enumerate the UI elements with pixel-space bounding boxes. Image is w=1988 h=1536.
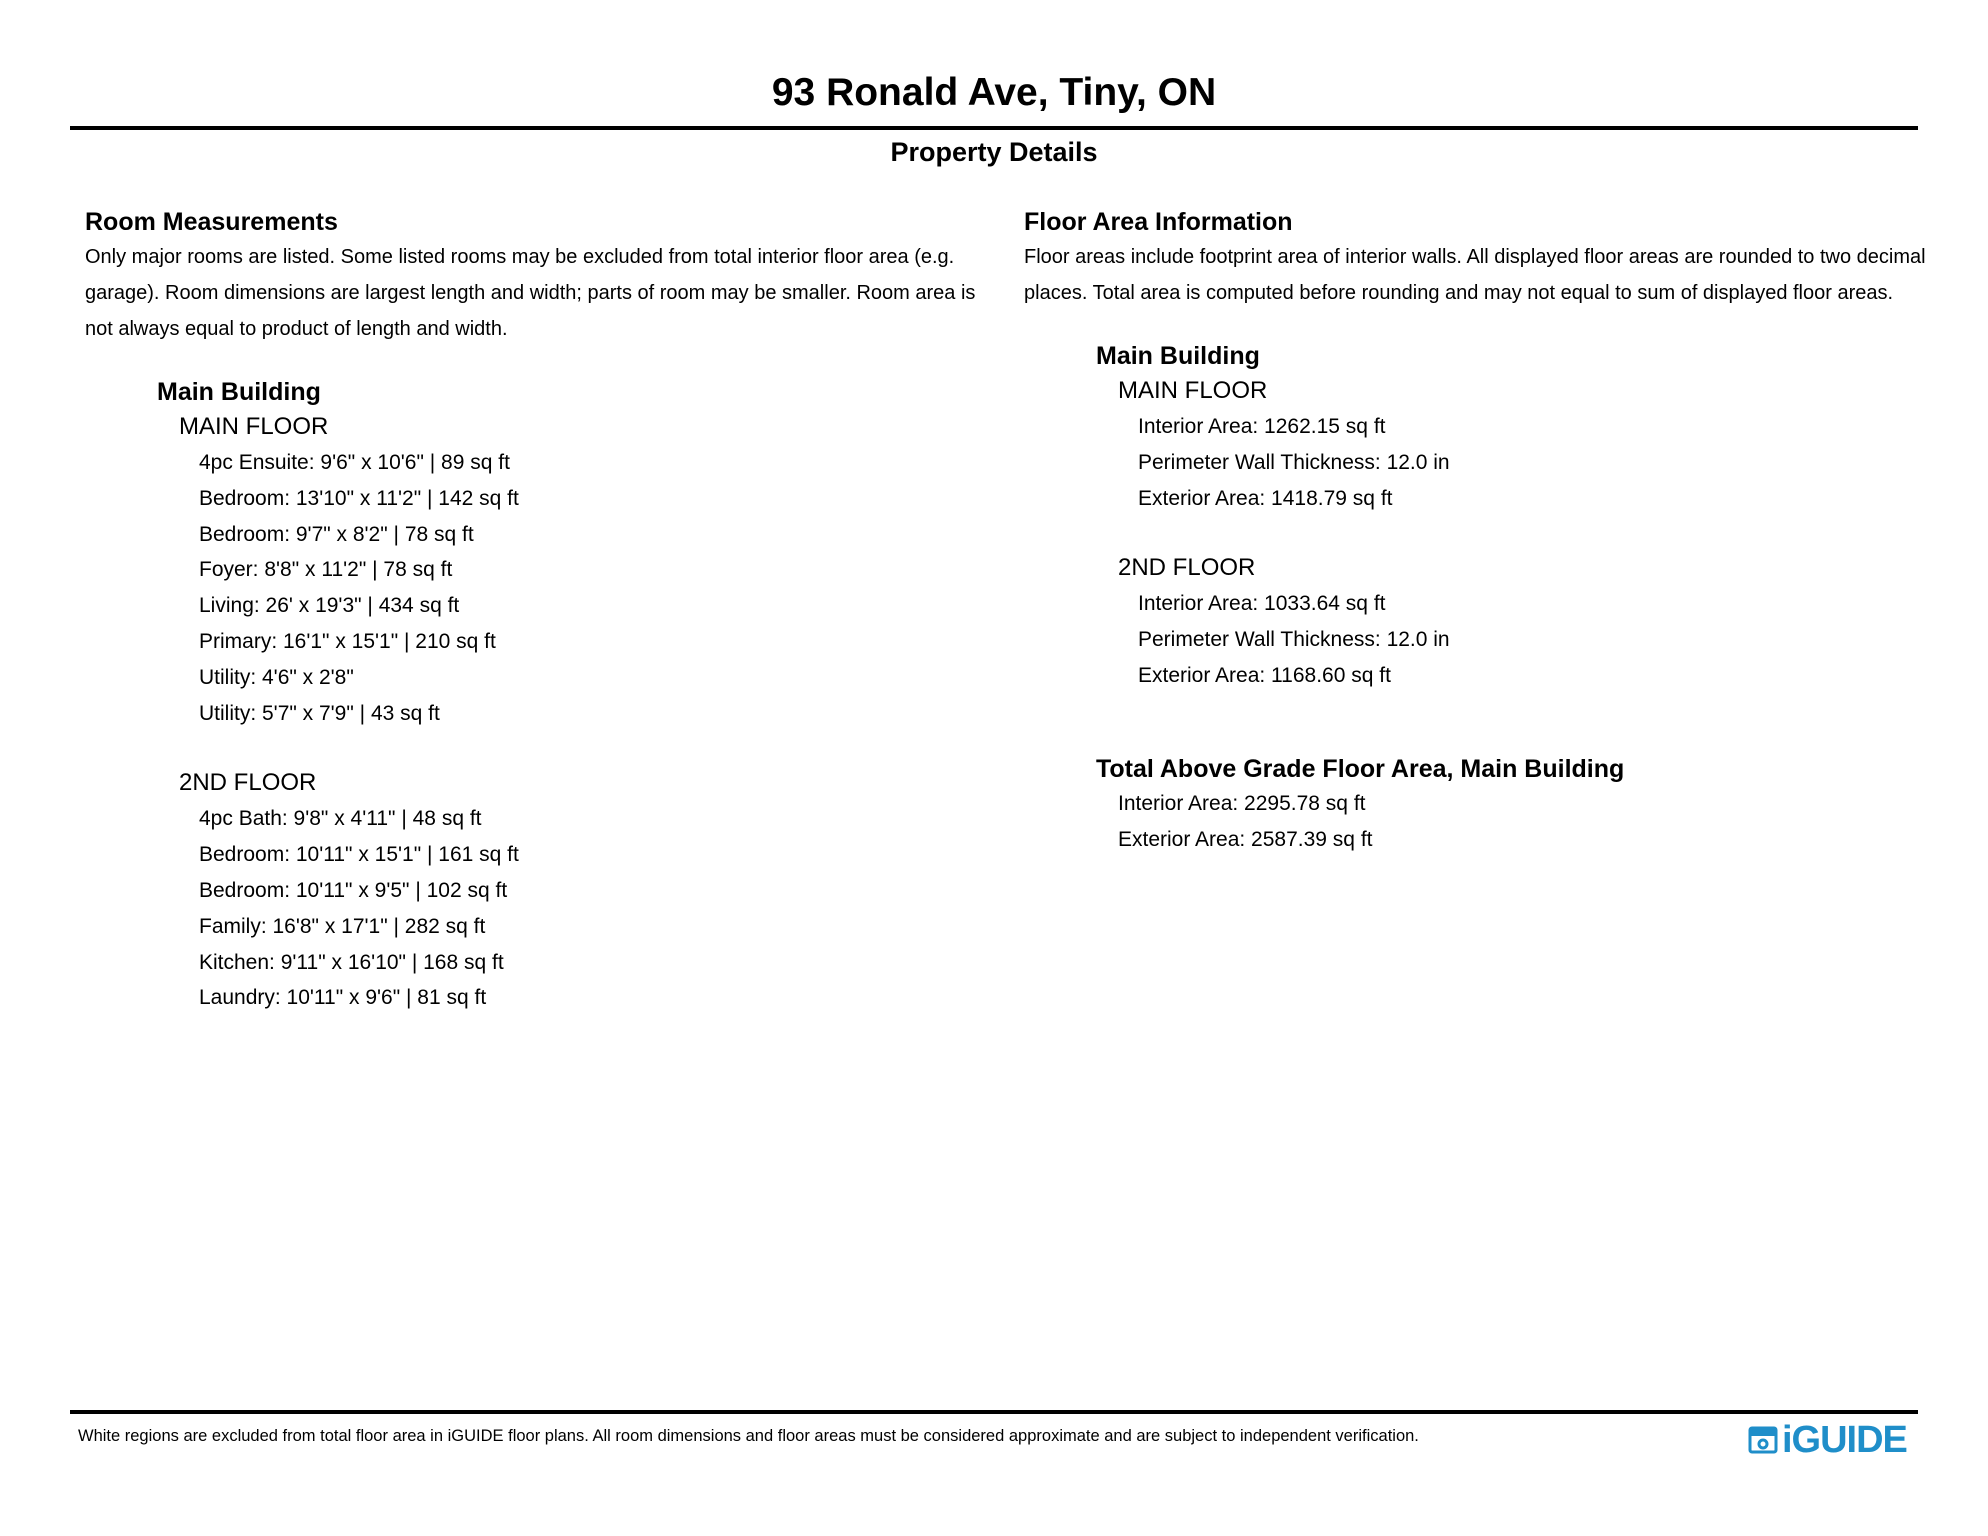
room-item: Utility: 4'6" x 2'8" xyxy=(199,665,354,689)
spacer xyxy=(85,731,985,765)
room-item: Bedroom: 13'10" x 11'2" | 142 sq ft xyxy=(199,486,519,510)
room-item: Kitchen: 9'11" x 16'10" | 168 sq ft xyxy=(199,950,504,974)
page-subtitle: Property Details xyxy=(890,137,1098,167)
room-item: Laundry: 10'11" x 9'6" | 81 sq ft xyxy=(199,986,487,1010)
iguide-logo-icon xyxy=(1748,1425,1778,1455)
area-line: Perimeter Wall Thickness: 12.0 in xyxy=(1138,628,1450,652)
iguide-logo xyxy=(1748,1418,1907,1462)
room-item: 4pc Ensuite: 9'6" x 10'6" | 89 sq ft xyxy=(199,451,510,474)
spacer xyxy=(1024,694,1944,752)
room-item: Family: 16'8" x 17'1" | 282 sq ft xyxy=(199,914,486,938)
footer-disclaimer: White regions are excluded from total floor area in iGUIDE floor plans. All room dimensions and floor areas must be considered approximate and are subject to independent verification. xyxy=(78,1427,1419,1445)
room-item: Primary: 16'1" x 15'1" | 210 sq ft xyxy=(199,629,496,653)
room-item: Bedroom: 10'11" x 15'1" | 161 sq ft xyxy=(199,843,519,867)
floor-area-description: Floor areas include footprint area of interior walls. All displayed floor areas are rounded to two decimal places. Total area is computed before rounding and may not equal to sum of displayed floor areas. xyxy=(1024,246,1926,304)
total-area-line: Exterior Area: 2587.39 sq ft xyxy=(1118,827,1373,851)
footer-divider xyxy=(70,1410,1918,1414)
spacer xyxy=(1024,516,1944,550)
area-line: Exterior Area: 1168.60 sq ft xyxy=(1138,663,1391,687)
room-measurements-section xyxy=(85,205,985,1016)
floor-heading-main: MAIN FLOOR xyxy=(1118,377,1268,404)
floor-heading-second: 2ND FLOOR xyxy=(1118,554,1256,582)
floor-area-heading: Floor Area Information xyxy=(1024,208,1293,236)
room-measurements-description: Only major rooms are listed. Some listed rooms may be excluded from total interior floor area (e.g. garage). Room dimensions are largest length and width; parts of room may be smaller. Room area is not always equal to product of length and width. xyxy=(85,246,976,340)
area-line: Exterior Area: 1418.79 sq ft xyxy=(1138,486,1393,510)
room-item: Foyer: 8'8" x 11'2" | 78 sq ft xyxy=(199,558,453,582)
total-area-heading: Total Above Grade Floor Area, Main Building xyxy=(1096,754,1625,783)
area-line: Perimeter Wall Thickness: 12.0 in xyxy=(1138,450,1450,474)
building-heading: Main Building xyxy=(1096,342,1260,370)
area-line: Interior Area: 1262.15 sq ft xyxy=(1138,415,1386,438)
room-item: Bedroom: 10'11" x 9'5" | 102 sq ft xyxy=(199,878,508,902)
floor-heading-second: 2ND FLOOR xyxy=(179,769,317,797)
floor-area-section xyxy=(1024,205,1944,857)
floor-heading-main: MAIN FLOOR xyxy=(179,413,329,440)
iguide-logo-text: iGUIDE xyxy=(1782,1419,1907,1461)
building-heading: Main Building xyxy=(157,378,321,406)
area-line: Interior Area: 1033.64 sq ft xyxy=(1138,592,1386,616)
room-item: Utility: 5'7" x 7'9" | 43 sq ft xyxy=(199,701,440,725)
header-divider xyxy=(70,126,1918,130)
room-measurements-heading: Room Measurements xyxy=(85,208,338,236)
room-item: 4pc Bath: 9'8" x 4'11" | 48 sq ft xyxy=(199,807,482,831)
room-item: Bedroom: 9'7" x 8'2" | 78 sq ft xyxy=(199,522,474,546)
page-title: 93 Ronald Ave, Tiny, ON xyxy=(771,71,1217,114)
total-area-line: Interior Area: 2295.78 sq ft xyxy=(1118,791,1366,815)
room-item: Living: 26' x 19'3" | 434 sq ft xyxy=(199,594,460,618)
